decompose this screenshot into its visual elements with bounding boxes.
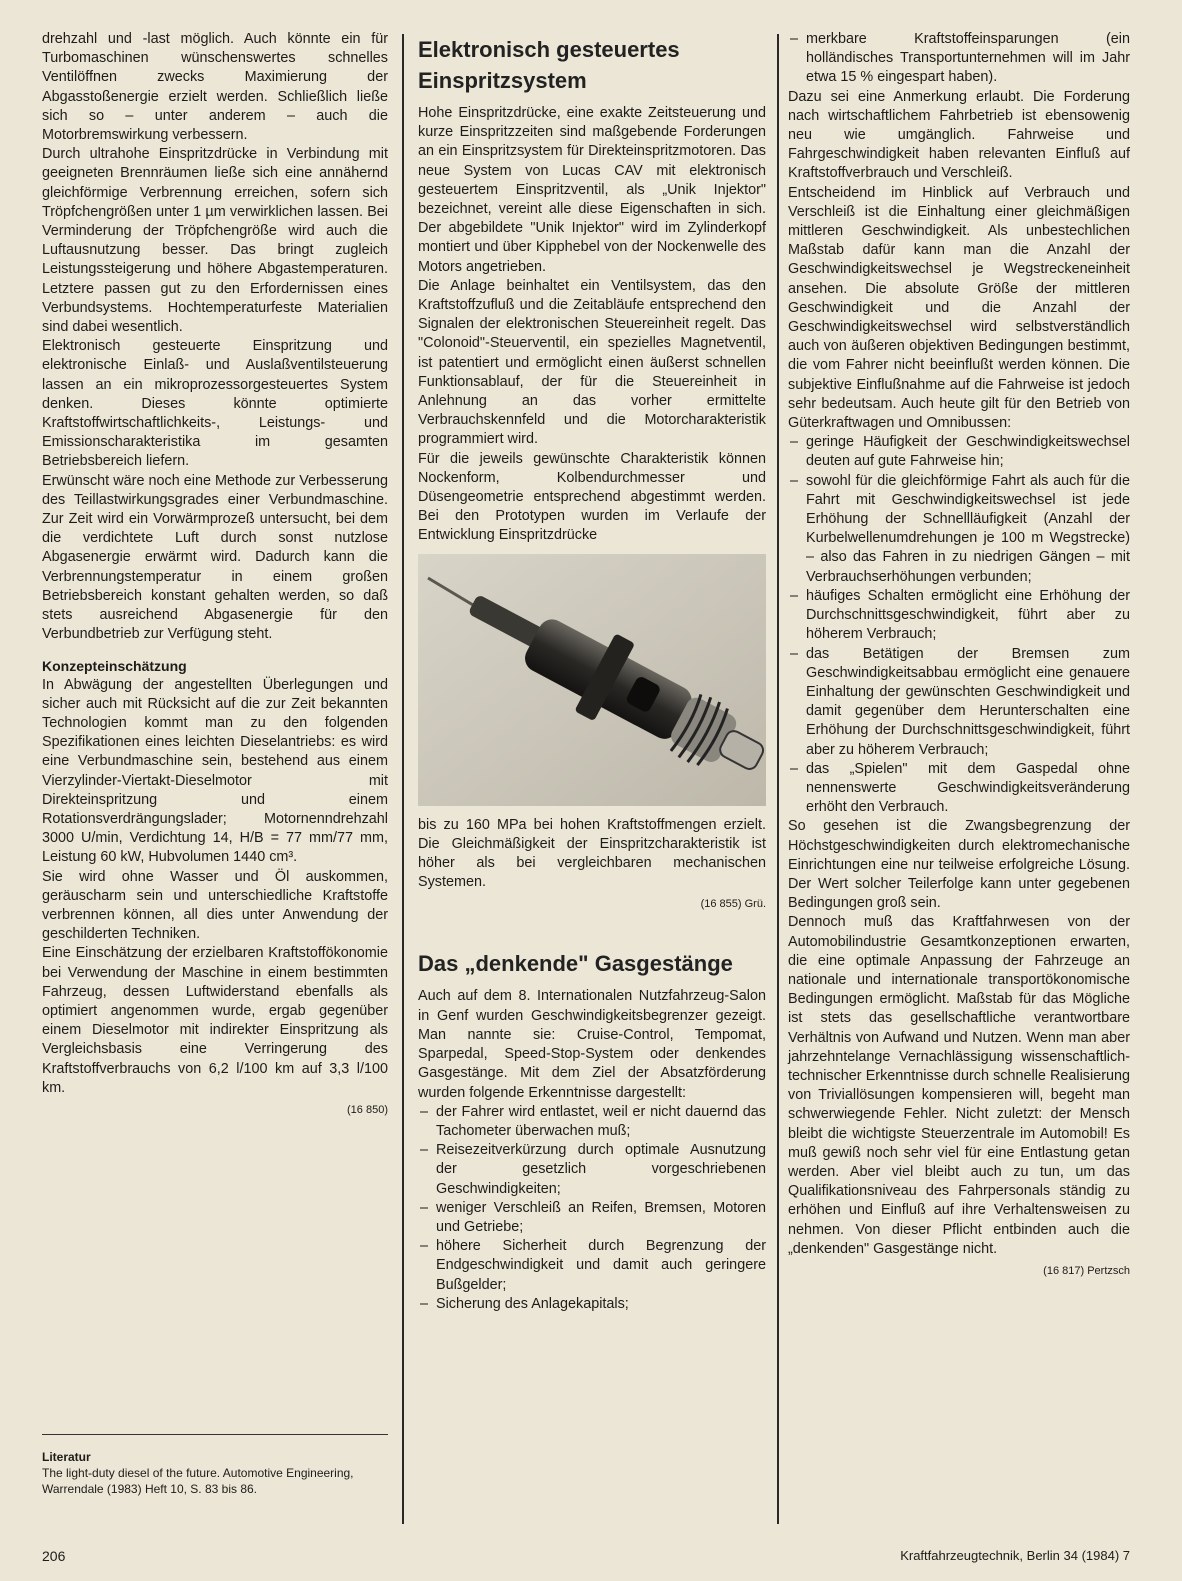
paragraph: Durch ultrahohe Einspritzdrücke in Verbindung mit geeigneten Brennräumen ließe sich eine annähernd gleichförmige Verbrennung erreichen, sofern sich Tröpfchengrößen unter 1 µm verwirklichen lassen. Bei Verminderung der Tröpfchengröße wird auch die Luftausnutzung besser. Das bringt zugleich Leistungssteigerung und höhere Abgastemperaturen. Letztere passen gut zu den Erfordernissen eines Verbundsystems. Hochtemperaturfeste Materialien sind dabei wesentlich. bbox=[42, 146, 388, 336]
column-separator bbox=[777, 34, 779, 1524]
paragraph: Auch auf dem 8. Internationalen Nutzfahrzeug-Salon in Genf wurden Geschwindigkeitsbegrenzer gezeigt. Man nannte sie: Cruise-Control, Tempomat, Sparpedal, Speed-Stop-System oder denkendes Gasgestänge. Mit dem Ziel der Absatzförderung wurden folgende Erkenntnisse dargestellt: bbox=[418, 988, 766, 1101]
column-2 bbox=[418, 30, 766, 1314]
paragraph: Dennoch muß das Kraftfahrwesen von der Automobilindustrie Gesamtkonzeptionen erwarten, die eine optimale Anpassung der Fahrzeuge an nationale und internationale transportökonomische Bedingungen ermöglicht. Maßstab für das Mögliche ist stets das gesellschaftliche verantwortbare Verhältnis von Aufwand und Nutzen. Wenn man aber jahrzehntelange Vernachlässigung wissenschaftlich-technischer Erkenntnisse durch schnelle Realisierung von Triviallösungen kompensieren will, begeht man schwerwiegende Fehler. Nicht zuletzt: der Mensch bleibt die wichtigste Steuerzentrale im Automobil! Es muß gewiß noch sehr viel für eine Entlastung getan werden. Aber viel bleibt auch zu tun, um das Qualifikationsniveau des Fahrpersonals ständig zu erhöhen und Einfluß auf ihre Verhaltensweisen zu nehmen. Von dieser Pflicht entbinden auch die „denkenden" Gasgestänge nicht. bbox=[788, 914, 1130, 1257]
literature-block bbox=[42, 1434, 388, 1497]
paragraph: Für die jeweils gewünschte Charakteristik können Nockenform, Kolbendurchmesser und Düsengeometrie entsprechend abgestimmt werden. Bei den Prototypen wurden im Verlaufe der Entwicklung Einspritzdrücke bbox=[418, 450, 766, 544]
list-item: – Sicherung des Anlagekapitals; bbox=[418, 1295, 766, 1314]
paragraph: Dazu sei eine Anmerkung erlaubt. Die Forderung nach wirtschaftlichem Fahrbetrieb ist ebensowenig neu wie umgänglich. Fahrweise und Fahrgeschwindigkeit haben relevanten Einfluß auf Kraftstoffverbrauch und Verschleiß. bbox=[788, 88, 1130, 182]
journal-citation: Kraftfahrzeugtechnik, Berlin 34 (1984) 7 bbox=[900, 1548, 1130, 1563]
paragraph: So gesehen ist die Zwangsbegrenzung der Höchstgeschwindigkeiten durch elektromechanische Einrichtungen eine nur teilweise erfolgreiche Lösung. Der Wert solcher Teilerfolge kann unter gegebenen Bedingungen groß sein. bbox=[788, 818, 1130, 912]
list-item: – das „Spielen" mit dem Gaspedal ohne nennenswerte Geschwindigkeitsveränderung erhöht den Verbrauch. bbox=[788, 760, 1130, 818]
driving-rules-list bbox=[788, 433, 1130, 817]
paragraph: Die Anlage beinhaltet ein Ventilsystem, das den Kraftstoffzufluß und die Zeitabläufe entsprechend den Signalen der elektronischen Steuereinheit regelt. Das "Colonoid"-Steuerventil, ein spezielles Magnetventil, ist patentiert und ermöglicht einen äußerst schnellen Funktionsablauf, der für die Steuereinheit in Anlehnung an das vorher ermittelte Verbrauchskennfeld und die Motorcharakteristik programmiert wird. bbox=[418, 277, 766, 448]
injector-photo bbox=[418, 554, 766, 806]
list-item: – Reisezeitverkürzung durch optimale Ausnutzung der gesetzlich vorgeschriebenen Geschwindigkeiten; bbox=[418, 1141, 766, 1199]
list-item: – geringe Häufigkeit der Geschwindigkeitswechsel deuten auf gute Fahrweise hin; bbox=[788, 433, 1130, 471]
paragraph: Entscheidend im Hinblick auf Verbrauch und Verschleiß ist die Einhaltung einer gleichmäßigen mittleren Geschwindigkeit. Als unbestechlichen Maßstab dafür kann man die Anzahl der Geschwindigkeitswechsel je Wegstreckeneinheit ansehen. Die absolute Größe der mittleren Geschwindigkeit und die Anzahl der Geschwindigkeitswechsel wird selbstverständlich auch von äußeren objektiven Bedingungen bestimmt, die vom Fahrer nicht beeinflußt werden können. Die subjektive Einflußnahme auf die Fahrweise ist jedoch sehr bedeutsam. Auch heute gilt für den Betrieb von Güterkraftwagen und Omnibussen: bbox=[788, 184, 1130, 432]
page-number: 206 bbox=[42, 1548, 66, 1564]
column-separator bbox=[402, 34, 404, 1524]
paragraph: Eine Einschätzung der erzielbaren Kraftstoffökonomie bei Verwendung der Maschine in einem bestimmten Fahrzeug, dessen Luftwiderstand ebenfalls als optimiert angenommen wurde, ergab gegenüber einem Dieselmotor mit indirekter Einspritzung als Vergleichsbasis eine Verringerung des Kraftstoffverbrauchs von 6,2 l/100 km auf 3,3 l/100 km. bbox=[42, 945, 388, 1096]
benefits-list bbox=[418, 1103, 766, 1314]
article-code: (16 817) Pertzsch bbox=[1043, 1265, 1130, 1277]
column-1 bbox=[42, 30, 388, 1118]
list-item: – häufiges Schalten ermöglicht eine Erhöhung der Durchschnittsgeschwindigkeit, führt aber zu höherem Verbrauch; bbox=[788, 587, 1130, 645]
article-code: (16 855) Grü. bbox=[700, 898, 766, 911]
subheading-konzepteinschaetzung: Konzepteinschätzung bbox=[42, 657, 187, 674]
paragraph: In Abwägung der angestellten Überlegungen und sicher auch mit Rücksicht auf die zur Zeit bekannten Technologien kommt man zu den folgenden Spezifikationen eines leichten Dieselantriebs: es wird eine Verbundmaschine sein, bestehend aus einem Vierzylinder-Viertakt-Dieselmotor mit Direkteinspritzung und einem Rotationsverdrängungslader; Motornenndrehzahl 3000 U/min, Verdichtung 14, H/B = 77 mm/77 mm, Leistung 60 kW, Hubvolumen 1440 cm³. bbox=[42, 676, 388, 866]
paragraph: Sie wird ohne Wasser und Öl auskommen, geräuscharm sein und unterschiedliche Kraftstoffe verbrennen können, all dies unter Anwendung der geschilderten Techniken. bbox=[42, 868, 388, 943]
paragraph: drehzahl und -last möglich. Auch könnte ein für Turbomaschinen wünschenswertes schnelles Ventilöffnen zwecks Maximierung der Abgasstoßenergie erzielt werden. Schließlich ließe sich so – unter anderem – auch die Motorbremswirkung verbessern. bbox=[42, 31, 388, 144]
list-item: – höhere Sicherheit durch Begrenzung der Endgeschwindigkeit und damit auch geringere Bußgelder; bbox=[418, 1237, 766, 1295]
paragraph: bis zu 160 MPa bei hohen Kraftstoffmengen erzielt. Die Gleichmäßigkeit der Einspritzcharakteristik ist höher als bei vergleichbaren mechanischen Systemen. bbox=[418, 816, 766, 891]
literature-title: Literatur bbox=[42, 1450, 91, 1464]
paragraph: Elektronisch gesteuerte Einspritzung und elektronische Einlaß- und Auslaßventilsteuerung lassen an ein mikroprozessorgesteuertes System denken. Dieses könnte optimierte Kraftstoffwirtschaftlichkeits-, Leistungs- und Emissionscharakteristika im gesamten Betriebsbereich liefern. bbox=[42, 338, 388, 470]
col1-body-2 bbox=[42, 676, 388, 1098]
list-item: – der Fahrer wird entlastet, weil er nicht dauernd das Tachometer überwachen muß; bbox=[418, 1103, 766, 1141]
literature-divider bbox=[42, 1434, 388, 1435]
literature-text: The light-duty diesel of the future. Automotive Engineering, Warrendale (1983) Heft 10, S. 83 bis 86. bbox=[42, 1466, 354, 1496]
paragraph: Hohe Einspritzdrücke, eine exakte Zeitsteuerung und kurze Einspritzzeiten sind maßgebende Forderungen an ein Einspritzsystem für Direkteinspritzmotoren. Das neue System von Lucas CAV mit elektronisch gesteuertem Einspritzventil, als „Unik Injektor" bezeichnet, vereint alle diese Eigenschaften in sich. Der abgebildete "Unik Injektor" wird im Zylinderkopf montiert und über Kipphebel von der Nockenwelle des Motors angetrieben. bbox=[418, 105, 766, 275]
benefits-list-continued bbox=[788, 30, 1130, 88]
article-code: (16 850) bbox=[347, 1103, 388, 1116]
list-item: – das Betätigen der Bremsen zum Geschwindigkeitsabbau ermöglicht eine genauere Einhaltung der gewünschten Geschwindigkeit und damit gegenüber dem Herunterschalten eine Erhöhung der Durchschnittsgeschwindigkeit, führt aber zu höherem Verbrauch; bbox=[788, 645, 1130, 760]
heading-einspritzsystem: Elektronisch gesteuertes Einspritzsystem bbox=[418, 37, 680, 93]
list-item: – merkbare Kraftstoffeinsparungen (ein holländisches Transportunternehmen will im Jahr etwa 15 % eingespart haben). bbox=[788, 30, 1130, 88]
paragraph: Erwünscht wäre noch eine Methode zur Verbesserung des Teillastwirkungsgrades einer Verbundmaschine. Zur Zeit wird ein Vorwärmprozeß untersucht, bei dem die verdichtete Luft durch sonst nutzlose Abgasenergie erwärmt wird. Dadurch kann die Verbrennungstemperatur in einem großen Betriebsbereich konstant gehalten werden, so daß stets ausreichend Abgasenergie für den Verbundbetrieb zur Verfügung steht. bbox=[42, 472, 388, 643]
heading-gasgestaenge: Das „denkende" Gasgestänge bbox=[418, 951, 733, 977]
col1-body bbox=[42, 30, 388, 645]
list-item: – sowohl für die gleichförmige Fahrt als auch für die Fahrt mit Geschwindigkeitswechsel ist jede Erhöhung der Schnellläufigkeit (Anzahl der Kurbelwellenumdrehungen je 100 m Wegstrecke) – also das Fahren in zu niedrigen Gängen – mit Verbrauchserhöhungen verbunden; bbox=[788, 472, 1130, 587]
column-3 bbox=[788, 30, 1130, 1279]
list-item: – weniger Verschleiß an Reifen, Bremsen, Motoren und Getriebe; bbox=[418, 1199, 766, 1237]
